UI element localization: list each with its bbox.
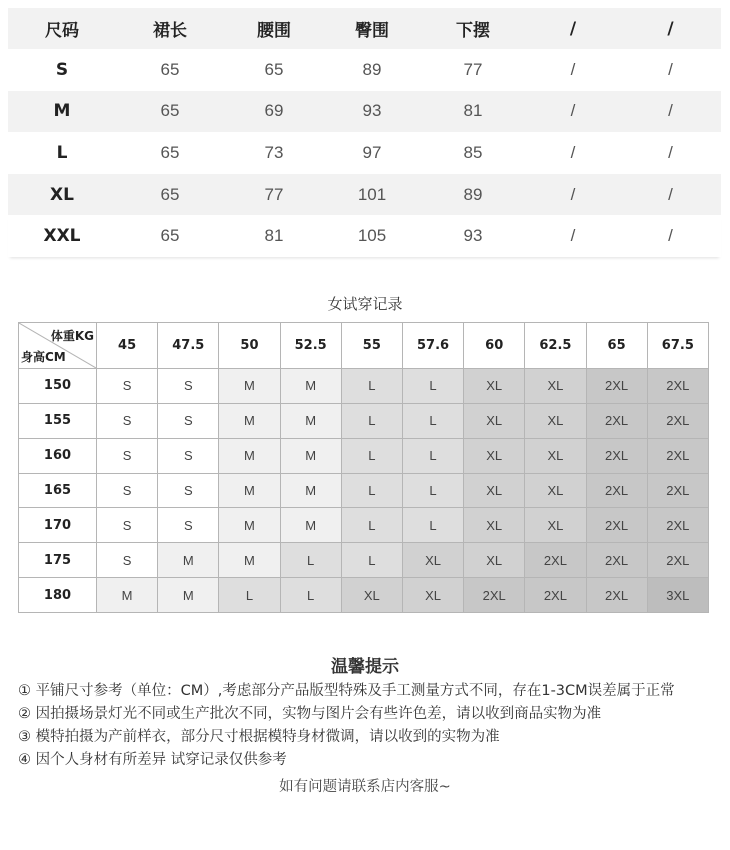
recommended-size-cell: 2XL bbox=[525, 578, 586, 613]
measurement-cell: 89 bbox=[362, 59, 382, 79]
size-row bbox=[8, 215, 721, 257]
measurement-cell: 93 bbox=[463, 226, 483, 246]
recommended-size-cell: M bbox=[158, 578, 219, 613]
measurement-cell: 65 bbox=[160, 59, 180, 79]
tryon-row bbox=[19, 578, 709, 613]
weight-header: 47.5 bbox=[158, 323, 219, 369]
size-label-cell: XL bbox=[50, 184, 74, 205]
measurement-cell: 81 bbox=[463, 101, 483, 121]
recommended-size-cell: M bbox=[219, 508, 280, 543]
tryon-row bbox=[19, 508, 709, 543]
header-hem: 下摆 bbox=[456, 21, 490, 41]
size-label-cell: M bbox=[53, 101, 71, 122]
measurement-cell: / bbox=[570, 101, 576, 121]
recommended-size-cell: XL bbox=[464, 438, 525, 473]
header-hip: 臀围 bbox=[355, 21, 389, 41]
recommended-size-cell: L bbox=[341, 508, 402, 543]
recommended-size-cell: L bbox=[280, 578, 341, 613]
tip-item: ② 因拍摄场景灯光不同或生产批次不同，实物与图片会有些许色差，请以收到商品实物为准 bbox=[18, 706, 602, 722]
recommended-size-cell: S bbox=[97, 369, 158, 404]
tryon-header-row bbox=[19, 323, 709, 369]
size-row bbox=[8, 91, 721, 133]
recommended-size-cell: 2XL bbox=[647, 369, 708, 404]
recommended-size-cell: M bbox=[158, 543, 219, 578]
tip-item: ④ 因个人身材有所差异 试穿记录仅供参考 bbox=[18, 752, 287, 768]
recommended-size-cell: L bbox=[402, 403, 463, 438]
recommended-size-cell: XL bbox=[402, 543, 463, 578]
recommended-size-cell: 2XL bbox=[586, 578, 647, 613]
height-cell: 150 bbox=[19, 369, 97, 404]
recommended-size-cell: XL bbox=[464, 543, 525, 578]
recommended-size-cell: M bbox=[280, 403, 341, 438]
recommended-size-cell: XL bbox=[464, 369, 525, 404]
measurement-cell: 65 bbox=[160, 226, 180, 246]
header-waist: 腰围 bbox=[257, 21, 291, 41]
recommended-size-cell: 2XL bbox=[586, 403, 647, 438]
recommended-size-cell: 2XL bbox=[586, 438, 647, 473]
recommended-size-cell: S bbox=[158, 403, 219, 438]
recommended-size-cell: S bbox=[97, 438, 158, 473]
header-blank: / bbox=[667, 18, 674, 39]
tryon-row bbox=[19, 473, 709, 508]
recommended-size-cell: L bbox=[341, 543, 402, 578]
height-cell: 180 bbox=[19, 578, 97, 613]
recommended-size-cell: S bbox=[158, 508, 219, 543]
recommended-size-cell: S bbox=[97, 473, 158, 508]
recommended-size-cell: 3XL bbox=[647, 578, 708, 613]
recommended-size-cell: L bbox=[402, 508, 463, 543]
recommended-size-cell: 2XL bbox=[647, 508, 708, 543]
measurement-cell: 81 bbox=[264, 226, 284, 246]
weight-header: 50 bbox=[219, 323, 280, 369]
measurement-cell: 65 bbox=[264, 59, 284, 79]
tip-item: ③ 模特拍摄为产前样衣，部分尺寸根据模特身材微调，请以收到的实物为准 bbox=[18, 729, 500, 745]
recommended-size-cell: L bbox=[402, 369, 463, 404]
recommended-size-cell: M bbox=[97, 578, 158, 613]
recommended-size-cell: XL bbox=[464, 403, 525, 438]
height-cell: 160 bbox=[19, 438, 97, 473]
recommended-size-cell: L bbox=[341, 438, 402, 473]
recommended-size-cell: XL bbox=[341, 578, 402, 613]
recommended-size-cell: XL bbox=[525, 369, 586, 404]
header-blank: / bbox=[569, 18, 577, 39]
recommended-size-cell: L bbox=[341, 403, 402, 438]
measurement-cell: / bbox=[668, 226, 673, 246]
tips-title: 温馨提示 bbox=[331, 657, 399, 677]
recommended-size-cell: 2XL bbox=[586, 508, 647, 543]
measurement-cell: 93 bbox=[362, 101, 382, 121]
header-skirt-length: 裙长 bbox=[153, 21, 187, 41]
contact-note: 如有问题请联系店内客服~ bbox=[279, 779, 451, 795]
measurement-cell: / bbox=[668, 59, 673, 79]
recommended-size-cell: 2XL bbox=[586, 473, 647, 508]
tryon-title: 女试穿记录 bbox=[327, 295, 403, 313]
recommended-size-cell: XL bbox=[464, 508, 525, 543]
recommended-size-cell: L bbox=[341, 369, 402, 404]
recommended-size-cell: S bbox=[97, 543, 158, 578]
recommended-size-cell: S bbox=[158, 438, 219, 473]
recommended-size-cell: M bbox=[280, 473, 341, 508]
height-cell: 175 bbox=[19, 543, 97, 578]
measurement-cell: / bbox=[570, 59, 576, 79]
recommended-size-cell: M bbox=[219, 403, 280, 438]
recommended-size-cell: XL bbox=[402, 578, 463, 613]
measurement-cell: 105 bbox=[357, 226, 387, 246]
measurement-cell: 73 bbox=[264, 142, 284, 162]
recommended-size-cell: 2XL bbox=[647, 473, 708, 508]
tryon-row bbox=[19, 369, 709, 404]
weight-label: 体重KG bbox=[50, 329, 94, 343]
measurement-cell: 89 bbox=[463, 184, 483, 204]
recommended-size-cell: M bbox=[280, 369, 341, 404]
weight-header: 57.6 bbox=[402, 323, 463, 369]
weight-header: 65 bbox=[586, 323, 647, 369]
size-label-cell: L bbox=[56, 142, 68, 163]
weight-header: 55 bbox=[341, 323, 402, 369]
recommended-size-cell: L bbox=[402, 473, 463, 508]
recommended-size-cell: S bbox=[158, 473, 219, 508]
measurement-cell: 101 bbox=[357, 184, 387, 204]
recommended-size-cell: M bbox=[219, 543, 280, 578]
size-row bbox=[8, 174, 721, 216]
recommended-size-cell: 2XL bbox=[647, 543, 708, 578]
measurement-cell: / bbox=[668, 184, 673, 204]
recommended-size-cell: XL bbox=[525, 508, 586, 543]
recommended-size-cell: S bbox=[97, 403, 158, 438]
height-cell: 165 bbox=[19, 473, 97, 508]
recommended-size-cell: 2XL bbox=[525, 543, 586, 578]
measurement-cell: / bbox=[668, 101, 673, 121]
weight-header: 45 bbox=[97, 323, 158, 369]
measurement-cell: 69 bbox=[264, 101, 284, 121]
recommended-size-cell: 2XL bbox=[586, 543, 647, 578]
measurement-cell: 85 bbox=[463, 142, 483, 162]
tryon-corner-cell bbox=[19, 323, 97, 369]
recommended-size-cell: 2XL bbox=[647, 403, 708, 438]
recommended-size-cell: M bbox=[280, 438, 341, 473]
measurement-cell: 77 bbox=[463, 59, 483, 79]
recommended-size-cell: XL bbox=[464, 473, 525, 508]
recommended-size-cell: 2XL bbox=[586, 369, 647, 404]
height-label: 身高CM bbox=[21, 350, 66, 364]
recommended-size-cell: M bbox=[280, 508, 341, 543]
tryon-row bbox=[19, 438, 709, 473]
recommended-size-cell: XL bbox=[525, 438, 586, 473]
measurement-cell: 77 bbox=[264, 184, 284, 204]
recommended-size-cell: S bbox=[97, 508, 158, 543]
measurement-cell: 65 bbox=[160, 142, 180, 162]
header-size: 尺码 bbox=[45, 21, 79, 41]
recommended-size-cell: L bbox=[280, 543, 341, 578]
weight-header: 62.5 bbox=[525, 323, 586, 369]
tryon-row bbox=[19, 543, 709, 578]
recommended-size-cell: L bbox=[341, 473, 402, 508]
weight-header: 67.5 bbox=[647, 323, 708, 369]
tryon-table bbox=[18, 322, 709, 613]
recommended-size-cell: XL bbox=[525, 403, 586, 438]
recommended-size-cell: S bbox=[158, 369, 219, 404]
recommended-size-cell: L bbox=[219, 578, 280, 613]
measurement-cell: 65 bbox=[160, 184, 180, 204]
size-row bbox=[8, 132, 721, 174]
size-label-cell: XXL bbox=[43, 226, 81, 247]
weight-header: 52.5 bbox=[280, 323, 341, 369]
height-cell: 155 bbox=[19, 403, 97, 438]
size-row bbox=[8, 49, 721, 91]
measurement-cell: / bbox=[570, 142, 576, 162]
height-cell: 170 bbox=[19, 508, 97, 543]
measurement-cell: / bbox=[570, 226, 576, 246]
weight-header: 60 bbox=[464, 323, 525, 369]
size-label-cell: S bbox=[55, 59, 69, 80]
measurement-cell: 97 bbox=[362, 142, 382, 162]
size-table-header bbox=[8, 8, 721, 49]
recommended-size-cell: M bbox=[219, 369, 280, 404]
recommended-size-cell: XL bbox=[525, 473, 586, 508]
recommended-size-cell: 2XL bbox=[647, 438, 708, 473]
size-table bbox=[8, 8, 721, 257]
recommended-size-cell: 2XL bbox=[464, 578, 525, 613]
measurement-cell: 65 bbox=[160, 101, 180, 121]
tip-item: ① 平铺尺寸参考（单位：CM）,考虑部分产品版型特殊及手工测量方式不同，存在1-3CM误差属于正常 bbox=[18, 683, 675, 699]
tips-list bbox=[18, 680, 723, 772]
measurement-cell: / bbox=[570, 184, 576, 204]
recommended-size-cell: M bbox=[219, 438, 280, 473]
measurement-cell: / bbox=[668, 142, 673, 162]
recommended-size-cell: L bbox=[402, 438, 463, 473]
recommended-size-cell: M bbox=[219, 473, 280, 508]
tryon-row bbox=[19, 403, 709, 438]
